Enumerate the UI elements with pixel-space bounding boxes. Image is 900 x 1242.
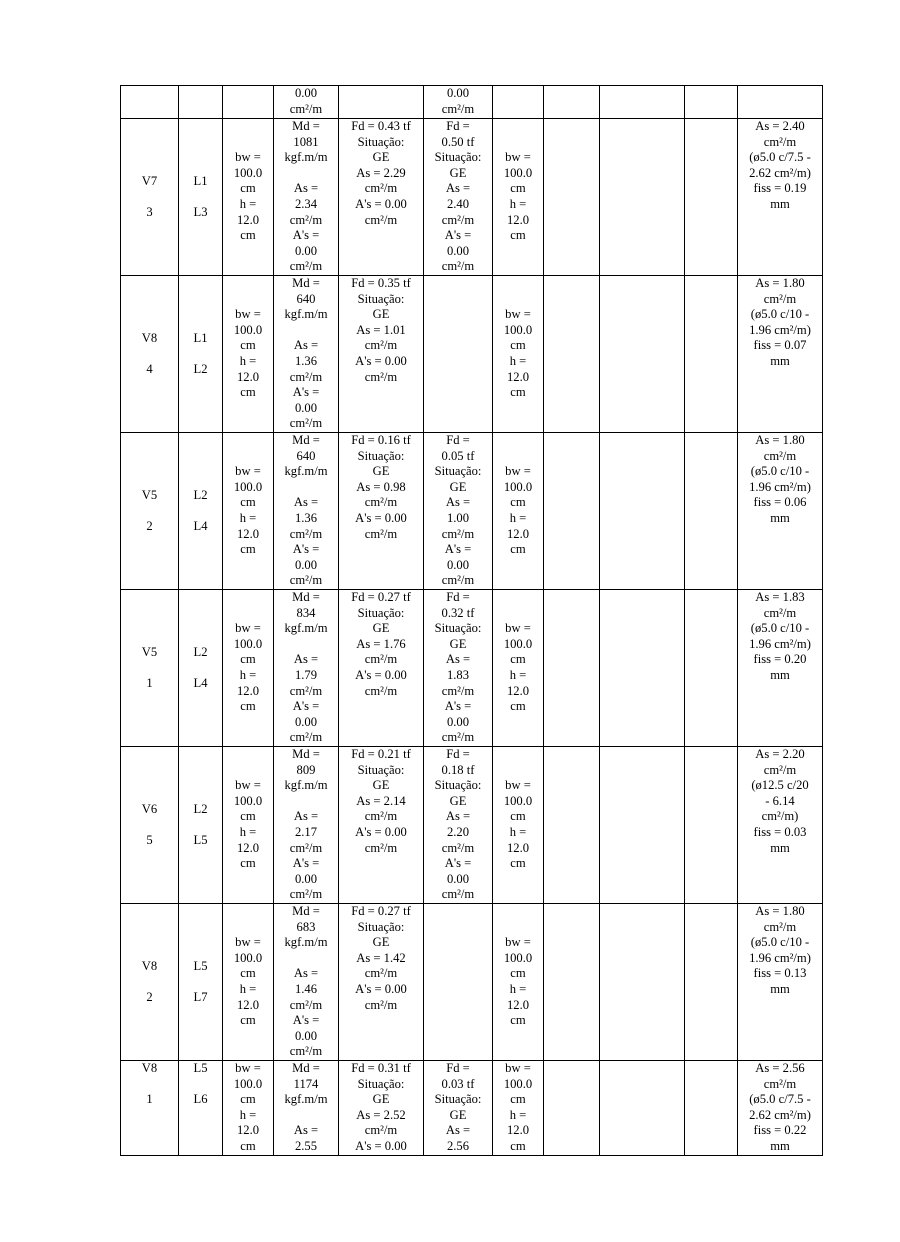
cell-moment: Md = 1174 kgf.m/m As = 2.55 — [274, 1061, 339, 1156]
cell-fd: Fd = 0.31 tf Situação: GE As = 2.52 cm²/m A's = 0.00 — [339, 1061, 424, 1156]
table-row — [121, 1061, 823, 1156]
cell-empty — [600, 119, 685, 276]
cell-empty — [600, 1061, 685, 1156]
cell-moment: Md = 809 kgf.m/m As = 2.17 cm²/m A's = 0.00 cm²/m — [274, 747, 339, 904]
cell-empty — [738, 86, 823, 119]
cell-section-right: bw = 100.0 cm h = 12.0 cm — [493, 119, 544, 276]
cell-moment: Md = 1081 kgf.m/m As = 2.34 cm²/m A's = 0.00 cm²/m — [274, 119, 339, 276]
cell-empty — [223, 86, 274, 119]
cell-slabs: L2 L4 — [179, 590, 223, 747]
cell-moment-tail: 0.00 cm²/m — [274, 86, 339, 119]
cell-empty — [121, 86, 179, 119]
cell-empty — [544, 119, 600, 276]
cell-result: As = 1.80 cm²/m (ø5.0 c/10 - 1.96 cm²/m) fiss = 0.13 mm — [738, 904, 823, 1061]
cell-section-right: bw = 100.0 cm h = 12.0 cm — [493, 433, 544, 590]
cell-empty — [544, 276, 600, 433]
cell-beam: V5 1 — [121, 590, 179, 747]
cell-empty — [544, 1061, 600, 1156]
cell-empty — [544, 433, 600, 590]
table-row — [121, 904, 823, 1061]
cell-section-right: bw = 100.0 cm h = 12.0 cm — [493, 1061, 544, 1156]
cell-empty — [685, 276, 738, 433]
table-row — [121, 747, 823, 904]
cell-slabs: L1 L3 — [179, 119, 223, 276]
cell-empty — [685, 590, 738, 747]
cell-fd: Fd = 0.27 tf Situação: GE As = 1.42 cm²/m A's = 0.00 cm²/m — [339, 904, 424, 1061]
cell-negative: Fd = 0.32 tf Situação: GE As = 1.83 cm²/m A's = 0.00 cm²/m — [424, 590, 493, 747]
cell-empty — [685, 433, 738, 590]
cell-beam: V8 1 — [121, 1061, 179, 1156]
cell-result: As = 1.83 cm²/m (ø5.0 c/10 - 1.96 cm²/m) fiss = 0.20 mm — [738, 590, 823, 747]
cell-empty — [600, 590, 685, 747]
cell-section-left: bw = 100.0 cm h = 12.0 cm — [223, 747, 274, 904]
cell-section-left: bw = 100.0 cm h = 12.0 cm — [223, 904, 274, 1061]
cell-fd: Fd = 0.43 tf Situação: GE As = 2.29 cm²/m A's = 0.00 cm²/m — [339, 119, 424, 276]
cell-result: As = 2.20 cm²/m (ø12.5 c/20 - 6.14 cm²/m) fiss = 0.03 mm — [738, 747, 823, 904]
cell-section-left: bw = 100.0 cm h = 12.0 cm — [223, 119, 274, 276]
cell-result: As = 1.80 cm²/m (ø5.0 c/10 - 1.96 cm²/m) fiss = 0.07 mm — [738, 276, 823, 433]
cell-empty — [685, 747, 738, 904]
cell-moment: Md = 640 kgf.m/m As = 1.36 cm²/m A's = 0.00 cm²/m — [274, 433, 339, 590]
cell-beam: V6 5 — [121, 747, 179, 904]
table-row — [121, 433, 823, 590]
cell-section-left: bw = 100.0 cm h = 12.0 cm — [223, 433, 274, 590]
cell-empty — [685, 1061, 738, 1156]
cell-result: As = 1.80 cm²/m (ø5.0 c/10 - 1.96 cm²/m) fiss = 0.06 mm — [738, 433, 823, 590]
cell-empty — [544, 86, 600, 119]
cell-slabs: L2 L4 — [179, 433, 223, 590]
cell-empty — [685, 86, 738, 119]
table-row — [121, 276, 823, 433]
cell-result: As = 2.40 cm²/m (ø5.0 c/7.5 - 2.62 cm²/m) fiss = 0.19 mm — [738, 119, 823, 276]
cell-moment: Md = 683 kgf.m/m As = 1.46 cm²/m A's = 0.00 cm²/m — [274, 904, 339, 1061]
cell-empty — [544, 590, 600, 747]
cell-negative — [424, 276, 493, 433]
cell-section-right: bw = 100.0 cm h = 12.0 cm — [493, 904, 544, 1061]
cell-section-left: bw = 100.0 cm h = 12.0 cm — [223, 590, 274, 747]
cell-section-right: bw = 100.0 cm h = 12.0 cm — [493, 590, 544, 747]
cell-moment: Md = 640 kgf.m/m As = 1.36 cm²/m A's = 0.00 cm²/m — [274, 276, 339, 433]
cell-empty — [685, 119, 738, 276]
table-row — [121, 119, 823, 276]
cell-empty — [600, 276, 685, 433]
cell-fd: Fd = 0.21 tf Situação: GE As = 2.14 cm²/m A's = 0.00 cm²/m — [339, 747, 424, 904]
cell-beam: V8 2 — [121, 904, 179, 1061]
cell-fd: Fd = 0.27 tf Situação: GE As = 1.76 cm²/m A's = 0.00 cm²/m — [339, 590, 424, 747]
cell-empty — [544, 904, 600, 1061]
cell-empty — [600, 86, 685, 119]
cell-empty — [493, 86, 544, 119]
cell-empty — [685, 904, 738, 1061]
cell-section-right: bw = 100.0 cm h = 12.0 cm — [493, 747, 544, 904]
reinforcement-table — [120, 85, 823, 1156]
cell-negative — [424, 904, 493, 1061]
cell-negative: Fd = 0.50 tf Situação: GE As = 2.40 cm²/m A's = 0.00 cm²/m — [424, 119, 493, 276]
cell-section-left: bw = 100.0 cm h = 12.0 cm — [223, 276, 274, 433]
cell-beam: V8 4 — [121, 276, 179, 433]
cell-section-right: bw = 100.0 cm h = 12.0 cm — [493, 276, 544, 433]
cell-empty — [179, 86, 223, 119]
cell-empty — [544, 747, 600, 904]
cell-negative-tail: 0.00 cm²/m — [424, 86, 493, 119]
cell-negative: Fd = 0.18 tf Situação: GE As = 2.20 cm²/m A's = 0.00 cm²/m — [424, 747, 493, 904]
cell-negative: Fd = 0.03 tf Situação: GE As = 2.56 — [424, 1061, 493, 1156]
cell-empty — [600, 433, 685, 590]
table-row — [121, 590, 823, 747]
cell-fd: Fd = 0.35 tf Situação: GE As = 1.01 cm²/m A's = 0.00 cm²/m — [339, 276, 424, 433]
cell-empty — [600, 747, 685, 904]
cell-fd: Fd = 0.16 tf Situação: GE As = 0.98 cm²/m A's = 0.00 cm²/m — [339, 433, 424, 590]
cell-moment: Md = 834 kgf.m/m As = 1.79 cm²/m A's = 0.00 cm²/m — [274, 590, 339, 747]
table-row — [121, 86, 823, 119]
cell-empty — [600, 904, 685, 1061]
cell-beam: V5 2 — [121, 433, 179, 590]
cell-slabs: L2 L5 — [179, 747, 223, 904]
cell-section-left: bw = 100.0 cm h = 12.0 cm — [223, 1061, 274, 1156]
cell-slabs: L5 L6 — [179, 1061, 223, 1156]
cell-empty — [339, 86, 424, 119]
cell-beam: V7 3 — [121, 119, 179, 276]
cell-result: As = 2.56 cm²/m (ø5.0 c/7.5 - 2.62 cm²/m) fiss = 0.22 mm — [738, 1061, 823, 1156]
cell-slabs: L5 L7 — [179, 904, 223, 1061]
cell-slabs: L1 L2 — [179, 276, 223, 433]
cell-negative: Fd = 0.05 tf Situação: GE As = 1.00 cm²/m A's = 0.00 cm²/m — [424, 433, 493, 590]
